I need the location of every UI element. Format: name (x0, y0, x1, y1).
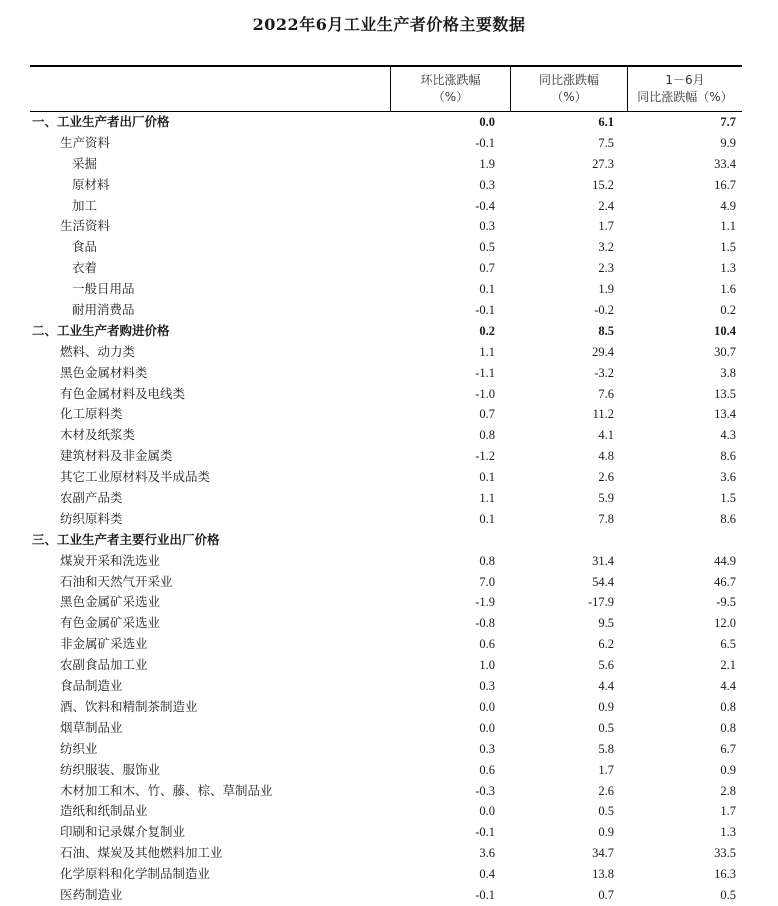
row-yoy-value: 11.2 (592, 407, 614, 422)
row-label: 纺织原料类 (60, 510, 123, 526)
table-body (30, 112, 742, 906)
row-label: 生活资料 (60, 218, 111, 234)
table-row (30, 154, 742, 175)
row-mom-value: 0.8 (479, 553, 495, 568)
row-ytd-value: 3.8 (720, 365, 736, 380)
row-ytd-value: 33.4 (714, 156, 736, 171)
row-ytd-value: 0.8 (720, 720, 736, 735)
header-mom-unit: （%） (432, 90, 469, 104)
row-label: 一般日用品 (72, 281, 135, 297)
row-mom-value: 1.1 (479, 344, 495, 359)
table-row (30, 363, 742, 384)
row-mom-value: 1.9 (479, 156, 495, 171)
row-ytd-value: 1.6 (720, 282, 736, 297)
row-mom-value: 0.3 (479, 177, 495, 192)
table-row (30, 822, 742, 843)
row-yoy-value: 29.4 (592, 344, 614, 359)
table-row (30, 655, 742, 676)
table-row (30, 175, 742, 196)
row-yoy-value: 3.2 (598, 240, 614, 255)
header-yoy-unit: （%） (551, 90, 587, 104)
row-yoy-value: -3.2 (594, 365, 614, 380)
row-ytd-value: 33.5 (714, 846, 736, 861)
row-label: 食品制造业 (60, 678, 123, 694)
row-mom-value: 0.8 (479, 428, 495, 443)
row-mom-value: -0.3 (475, 783, 495, 798)
table-row (30, 634, 742, 655)
row-label: 纺织业 (60, 740, 98, 756)
row-ytd-value: 46.7 (714, 574, 736, 589)
row-yoy-value: 4.8 (598, 449, 614, 464)
row-mom-value: -1.1 (475, 365, 495, 380)
row-mom-value: 0.4 (479, 867, 495, 882)
table-row (30, 237, 742, 258)
row-mom-value: 0.5 (479, 240, 495, 255)
page-title: 2022年6月工业生产者价格主要数据 (252, 15, 526, 34)
row-yoy-value: 8.5 (598, 323, 614, 338)
row-yoy-value: 6.2 (598, 637, 614, 652)
table-row (30, 801, 742, 822)
row-ytd-value: 16.3 (714, 867, 736, 882)
table-row (30, 885, 742, 906)
row-label: 酒、饮料和精制茶制造业 (60, 698, 198, 714)
row-label: 医药制造业 (60, 886, 123, 902)
row-label: 衣着 (72, 260, 98, 276)
table-row (30, 781, 742, 802)
row-yoy-value: 4.1 (598, 428, 614, 443)
header-mom (391, 67, 510, 111)
row-yoy-value: 15.2 (592, 177, 614, 192)
row-mom-value: 0.6 (479, 762, 495, 777)
table-row (30, 467, 742, 488)
row-label: 黑色金属材料类 (60, 364, 148, 380)
row-label: 纺织服装、服饰业 (60, 761, 161, 777)
row-ytd-value: 0.8 (720, 699, 736, 714)
table-row (30, 342, 742, 363)
table-row (30, 488, 742, 509)
table-row (30, 739, 742, 760)
row-label: 其它工业原材料及半成品类 (60, 469, 211, 485)
row-ytd-value: 1.5 (720, 240, 736, 255)
row-label: 原材料 (72, 176, 110, 192)
header-mom-label: 环比涨跌幅 (420, 73, 481, 87)
row-label: 石油、煤炭及其他燃料加工业 (60, 845, 223, 861)
row-mom-value: 0.1 (479, 511, 495, 526)
row-label: 黑色金属矿采选业 (60, 594, 161, 610)
row-mom-value: 0.3 (479, 741, 495, 756)
table-row (30, 300, 742, 321)
table-row (30, 509, 742, 530)
row-label: 印刷和记录媒介复制业 (60, 824, 186, 840)
row-label: 化工原料类 (60, 406, 123, 422)
row-mom-value: -1.9 (475, 595, 495, 610)
row-yoy-value: 9.5 (598, 616, 614, 631)
row-ytd-value: 4.4 (720, 679, 736, 694)
row-label: 食品 (72, 239, 98, 255)
row-ytd-value: 16.7 (714, 177, 736, 192)
row-label: 耐用消费品 (72, 302, 135, 318)
row-ytd-value: 8.6 (720, 511, 736, 526)
row-ytd-value: 12.0 (714, 616, 736, 631)
row-label: 加工 (72, 197, 98, 213)
row-mom-value: -0.4 (475, 198, 495, 213)
row-ytd-value: 44.9 (714, 553, 736, 568)
row-yoy-value: 7.8 (598, 511, 614, 526)
table-row (30, 551, 742, 572)
table-row (30, 196, 742, 217)
row-ytd-value: 1.7 (720, 804, 736, 819)
row-yoy-value: 31.4 (592, 553, 614, 568)
row-ytd-value: 8.6 (720, 449, 736, 464)
row-ytd-value: 1.5 (720, 491, 736, 506)
table-row (30, 321, 742, 342)
row-mom-value: 0.1 (479, 470, 495, 485)
table-row (30, 697, 742, 718)
table-row (30, 718, 742, 739)
row-mom-value: -1.0 (475, 386, 495, 401)
row-label: 煤炭开采和洗选业 (60, 552, 161, 568)
header-ytd (628, 67, 742, 111)
row-yoy-value: 34.7 (592, 846, 614, 861)
row-yoy-value: 13.8 (592, 867, 614, 882)
price-data-table (30, 65, 742, 906)
header-yoy (511, 67, 627, 111)
row-yoy-value: 2.6 (598, 783, 614, 798)
row-mom-value: -0.1 (475, 135, 495, 150)
table-row (30, 112, 742, 133)
table-row (30, 404, 742, 425)
row-ytd-value: 4.3 (720, 428, 736, 443)
row-label: 非金属矿采选业 (60, 636, 148, 652)
row-mom-value: -0.8 (475, 616, 495, 631)
row-ytd-value: 6.7 (720, 741, 736, 756)
table-row (30, 446, 742, 467)
row-label: 木材及纸浆类 (60, 427, 136, 443)
row-yoy-value: 7.5 (598, 135, 614, 150)
row-ytd-value: -9.5 (716, 595, 736, 610)
row-mom-value: 3.6 (479, 846, 495, 861)
row-yoy-value: 0.9 (598, 825, 614, 840)
row-ytd-value: 30.7 (714, 344, 736, 359)
table-row (30, 592, 742, 613)
header-yoy-label: 同比涨跌幅 (538, 73, 599, 87)
row-ytd-value: 1.3 (720, 825, 736, 840)
row-ytd-value: 0.2 (720, 303, 736, 318)
row-mom-value: -0.1 (475, 887, 495, 902)
row-yoy-value: 2.4 (598, 198, 614, 213)
row-mom-value: 0.3 (479, 679, 495, 694)
row-yoy-value: 0.5 (598, 804, 614, 819)
row-ytd-value: 2.8 (720, 783, 736, 798)
row-label: 三、工业生产者主要行业出厂价格 (32, 531, 220, 547)
row-mom-value: 0.6 (479, 637, 495, 652)
row-label: 农副产品类 (60, 490, 123, 506)
table-row (30, 676, 742, 697)
row-label: 生产资料 (60, 134, 111, 150)
row-yoy-value: 54.4 (592, 574, 614, 589)
row-yoy-value: 0.5 (598, 720, 614, 735)
table-row (30, 530, 742, 551)
row-yoy-value: 0.7 (598, 887, 614, 902)
row-label: 有色金属矿采选业 (60, 615, 161, 631)
table-row (30, 216, 742, 237)
row-label: 石油和天然气开采业 (60, 573, 173, 589)
row-ytd-value: 9.9 (720, 135, 736, 150)
row-label: 一、工业生产者出厂价格 (32, 114, 170, 129)
row-mom-value: 0.3 (479, 219, 495, 234)
row-yoy-value: 27.3 (592, 156, 614, 171)
row-ytd-value: 10.4 (714, 323, 736, 338)
row-yoy-value: 1.7 (598, 219, 614, 234)
row-label: 采掘 (72, 155, 98, 171)
row-mom-value: -0.1 (475, 825, 495, 840)
row-yoy-value: 0.9 (598, 699, 614, 714)
table-row (30, 572, 742, 593)
row-ytd-value: 2.1 (720, 658, 736, 673)
row-yoy-value: 5.8 (598, 741, 614, 756)
row-yoy-value: 1.7 (598, 762, 614, 777)
table-row (30, 864, 742, 885)
row-mom-value: 0.0 (479, 115, 495, 129)
row-label: 木材加工和木、竹、藤、棕、草制品业 (60, 782, 273, 798)
row-yoy-value: -17.9 (587, 595, 614, 610)
row-ytd-value: 13.5 (714, 386, 736, 401)
row-yoy-value: -0.2 (594, 303, 614, 318)
row-mom-value: -1.2 (475, 449, 495, 464)
row-yoy-value: 1.9 (598, 282, 614, 297)
row-label: 农副食品加工业 (60, 657, 148, 673)
table-row (30, 843, 742, 864)
row-yoy-value: 6.1 (598, 115, 614, 129)
row-label: 化学原料和化学制品制造业 (60, 866, 211, 882)
row-mom-value: 0.2 (479, 323, 495, 338)
header-ytd-label: 1－6月 (665, 73, 705, 87)
table-row (30, 425, 742, 446)
row-ytd-value: 6.5 (720, 637, 736, 652)
row-yoy-value: 4.4 (598, 679, 614, 694)
header-ytd-unit: 同比涨跌幅（%） (637, 90, 733, 104)
row-ytd-value: 7.7 (720, 115, 736, 129)
table-row (30, 133, 742, 154)
row-mom-value: 0.1 (479, 282, 495, 297)
row-ytd-value: 13.4 (714, 407, 736, 422)
row-label: 有色金属材料及电线类 (60, 385, 186, 401)
row-yoy-value: 2.3 (598, 261, 614, 276)
row-mom-value: -0.1 (475, 303, 495, 318)
row-mom-value: 0.0 (479, 720, 495, 735)
row-ytd-value: 3.6 (720, 470, 736, 485)
table-row (30, 384, 742, 405)
row-label: 造纸和纸制品业 (60, 803, 148, 819)
row-label: 烟草制品业 (60, 719, 123, 735)
table-row (30, 258, 742, 279)
row-ytd-value: 0.9 (720, 762, 736, 777)
row-yoy-value: 7.6 (598, 386, 614, 401)
row-ytd-value: 0.5 (720, 887, 736, 902)
table-row (30, 613, 742, 634)
row-mom-value: 0.0 (479, 699, 495, 714)
row-yoy-value: 2.6 (598, 470, 614, 485)
row-label: 燃料、动力类 (60, 343, 136, 359)
row-mom-value: 1.0 (479, 658, 495, 673)
table-row (30, 760, 742, 781)
row-label: 建筑材料及非金属类 (60, 448, 173, 464)
row-ytd-value: 1.3 (720, 261, 736, 276)
row-ytd-value: 1.1 (720, 219, 736, 234)
row-label: 二、工业生产者购进价格 (32, 322, 170, 338)
row-mom-value: 1.1 (479, 491, 495, 506)
table-row (30, 279, 742, 300)
row-yoy-value: 5.6 (598, 658, 614, 673)
row-mom-value: 0.7 (479, 261, 495, 276)
row-yoy-value: 5.9 (598, 491, 614, 506)
row-mom-value: 7.0 (479, 574, 495, 589)
row-ytd-value: 4.9 (720, 198, 736, 213)
row-mom-value: 0.0 (479, 804, 495, 819)
table-header (30, 67, 742, 111)
row-mom-value: 0.7 (479, 407, 495, 422)
